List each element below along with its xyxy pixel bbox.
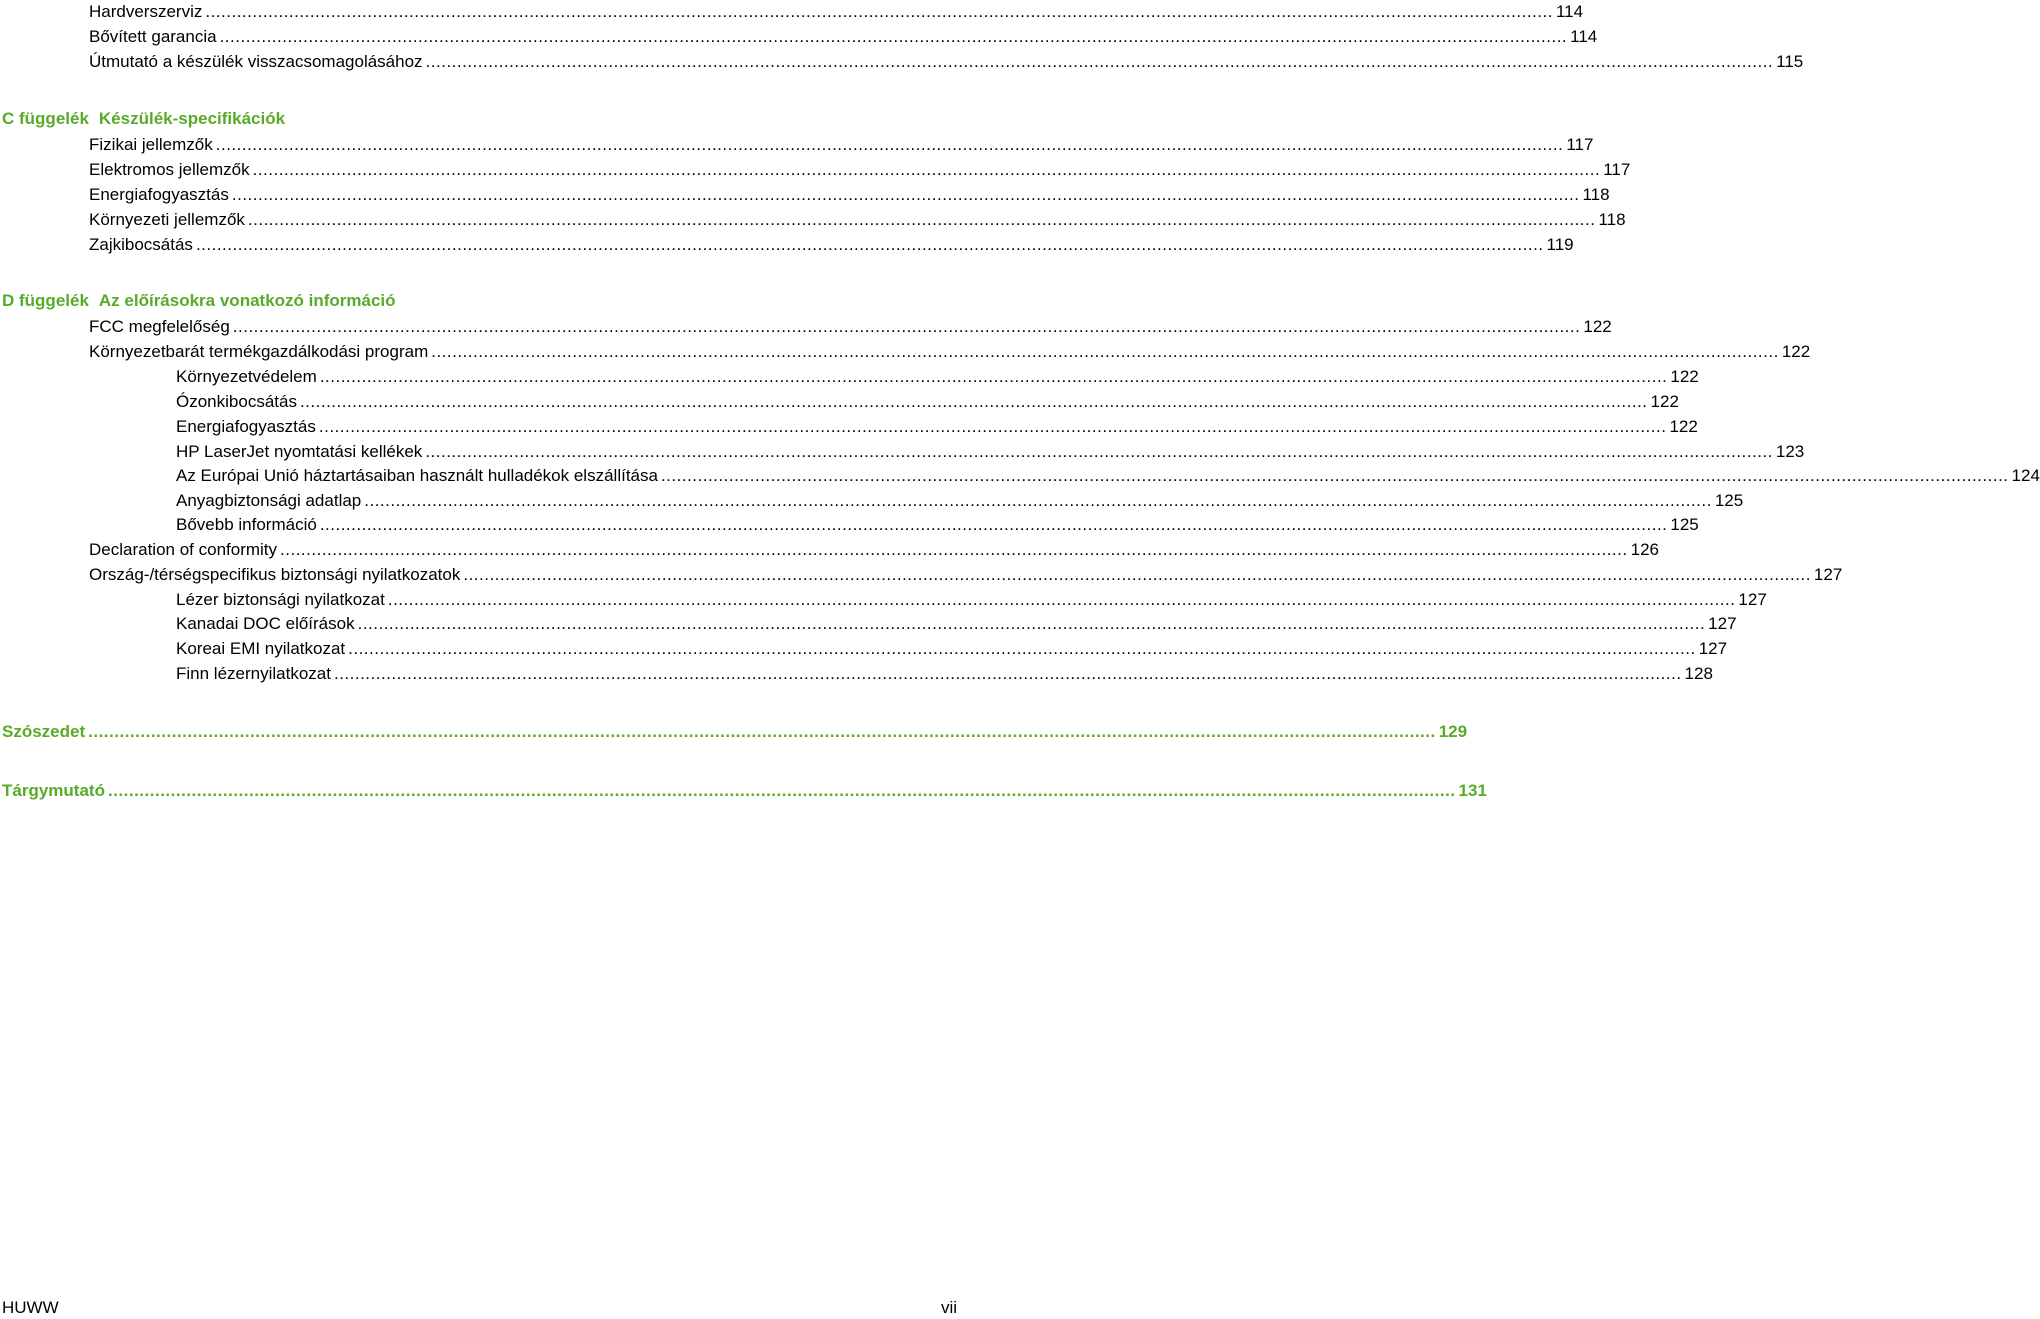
dot-leader: .................................................................................................................................................................................................................................................................. bbox=[232, 317, 1581, 336]
toc-row bbox=[0, 365, 1699, 387]
toc-entry-link[interactable] bbox=[89, 183, 1610, 205]
toc-row bbox=[0, 25, 1598, 47]
dot-leader: .................................................................................................................................................................................................................................................................. bbox=[299, 392, 1648, 411]
toc-row bbox=[0, 513, 1699, 535]
toc-page-number: 122 bbox=[1670, 367, 1699, 386]
dot-leader: .................................................................................................................................................................................................................................................................. bbox=[660, 466, 2009, 485]
toc-entry-title: Ország-/térségspecifikus biztonsági nyilatkozatok bbox=[89, 565, 461, 584]
dot-leader: .................................................................................................................................................................................................................................................................. bbox=[431, 342, 1779, 361]
toc-page-number: 118 bbox=[1598, 210, 1626, 229]
dot-leader: .................................................................................................................................................................................................................................................................. bbox=[425, 52, 1774, 71]
toc-entry-title: Ózonkibocsátás bbox=[176, 392, 297, 411]
toc-entry-link[interactable] bbox=[176, 662, 1713, 684]
toc-entry-link[interactable] bbox=[176, 637, 1728, 659]
dot-leader: .................................................................................................................................................................................................................................................................. bbox=[231, 185, 1580, 204]
dot-leader: .................................................................................................................................................................................................................................................................. bbox=[387, 590, 1736, 609]
toc-row bbox=[0, 158, 1631, 180]
toc-page-number: 123 bbox=[1775, 442, 1805, 461]
toc-row bbox=[0, 133, 1594, 155]
toc-entry-title: Tárgymutató bbox=[2, 781, 105, 800]
footer-page-number: vii bbox=[940, 1298, 957, 1317]
toc-page-number: 126 bbox=[1630, 540, 1659, 559]
toc-entry-title: Szószedet bbox=[2, 722, 86, 741]
appendix-heading[interactable] bbox=[2, 290, 396, 312]
toc-major-entry[interactable] bbox=[2, 779, 1487, 801]
toc-major-entry[interactable] bbox=[2, 720, 1468, 742]
dot-leader: .................................................................................................................................................................................................................................................................. bbox=[195, 235, 1544, 254]
toc-row bbox=[0, 340, 1811, 362]
dot-leader: .................................................................................................................................................................................................................................................................. bbox=[215, 135, 1564, 154]
toc-entry-title: FCC megfelelőség bbox=[89, 317, 230, 336]
footer-document-code: HUWW bbox=[2, 1298, 59, 1317]
toc-entry-title: Anyagbiztonsági adatlap bbox=[176, 491, 362, 510]
toc-row bbox=[0, 662, 1713, 684]
toc-page-number: 127 bbox=[1738, 590, 1767, 609]
toc-entry-title: Finn lézernyilatkozat bbox=[176, 664, 331, 683]
toc-entry-title: Bővített garancia bbox=[89, 27, 217, 46]
toc-page-number: 122 bbox=[1781, 342, 1811, 361]
toc-row bbox=[0, 563, 1843, 585]
toc-major-row bbox=[0, 720, 1468, 742]
dot-leader: .................................................................................................................................................................................................................................................................. bbox=[463, 565, 1811, 584]
appendix-prefix: C függelék bbox=[2, 109, 89, 128]
toc-row bbox=[0, 0, 1584, 22]
appendix-title: Az előírásokra vonatkozó információ bbox=[98, 291, 396, 310]
toc-entry-link[interactable] bbox=[176, 513, 1699, 535]
toc-page-number: 122 bbox=[1583, 317, 1612, 336]
toc-row bbox=[0, 588, 1767, 610]
toc-entry-link[interactable] bbox=[176, 588, 1767, 610]
toc-entry-link[interactable] bbox=[89, 208, 1626, 230]
toc-entry-link[interactable] bbox=[89, 563, 1843, 585]
toc-row bbox=[0, 233, 1574, 255]
dot-leader: .................................................................................................................................................................................................................................................................. bbox=[425, 442, 1773, 461]
appendix-heading-row bbox=[0, 290, 960, 312]
toc-row bbox=[0, 208, 1626, 230]
dot-leader: .................................................................................................................................................................................................................................................................. bbox=[205, 2, 1553, 21]
toc-entry-title: Útmutató a készülék visszacsomagolásához bbox=[89, 52, 423, 71]
toc-page-number: 125 bbox=[1714, 491, 1744, 510]
toc-entry-link[interactable] bbox=[176, 440, 1805, 462]
toc-entry-link[interactable] bbox=[89, 133, 1594, 155]
appendix-prefix: D függelék bbox=[2, 291, 89, 310]
dot-leader: .................................................................................................................................................................................................................................................................. bbox=[364, 491, 1712, 510]
dot-leader: .................................................................................................................................................................................................................................................................. bbox=[247, 210, 1596, 229]
toc-page-number: 127 bbox=[1698, 639, 1728, 658]
toc-entry-title: Koreai EMI nyilatkozat bbox=[176, 639, 346, 658]
toc-entry-title: Hardverszerviz bbox=[89, 2, 203, 21]
toc-entry-link[interactable] bbox=[89, 340, 1811, 362]
toc-entry-title: Energiafogyasztás bbox=[89, 185, 229, 204]
toc-page-number: 114 bbox=[1570, 27, 1598, 46]
dot-leader: .................................................................................................................................................................................................................................................................. bbox=[357, 614, 1706, 633]
toc-page-number: 115 bbox=[1776, 52, 1804, 71]
toc-entry-link[interactable] bbox=[89, 315, 1612, 337]
toc-page-number: 117 bbox=[1603, 160, 1631, 179]
toc-page-number: 124 bbox=[2011, 466, 2040, 485]
dot-leader: .................................................................................................................................................................................................................................................................. bbox=[319, 515, 1668, 534]
toc-page-number: 117 bbox=[1566, 135, 1594, 154]
toc-page-number: 128 bbox=[1684, 664, 1713, 683]
toc-page-number: 118 bbox=[1582, 185, 1610, 204]
dot-leader: .................................................................................................................................................................................................................................................................. bbox=[252, 160, 1601, 179]
toc-row bbox=[0, 390, 1679, 412]
toc-page-number: 127 bbox=[1813, 565, 1843, 584]
toc-entry-link[interactable] bbox=[89, 25, 1598, 47]
toc-page-number: 114 bbox=[1555, 2, 1584, 21]
dot-leader: .................................................................................................................................................................................................................................................................. bbox=[348, 639, 1696, 658]
toc-entry-title: HP LaserJet nyomtatási kellékek bbox=[176, 442, 423, 461]
toc-row bbox=[0, 183, 1610, 205]
toc-entry-title: Környezetbarát termékgazdálkodási program bbox=[89, 342, 429, 361]
toc-entry-link[interactable] bbox=[176, 415, 1698, 437]
toc-entry-title: Az Európai Unió háztartásaiban használt hulladékok elszállítása bbox=[176, 466, 658, 485]
dot-leader: .................................................................................................................................................................................................................................................................. bbox=[88, 722, 1436, 741]
dot-leader: .................................................................................................................................................................................................................................................................. bbox=[280, 540, 1628, 559]
toc-entry-title: Energiafogyasztás bbox=[176, 417, 316, 436]
toc-page-number: 125 bbox=[1670, 515, 1699, 534]
toc-entry-title: Fizikai jellemzők bbox=[89, 135, 213, 154]
toc-entry-title: Környezetvédelem bbox=[176, 367, 317, 386]
toc-entry-title: Bővebb információ bbox=[176, 515, 317, 534]
toc-entry-title: Declaration of conformity bbox=[89, 540, 278, 559]
dot-leader: .................................................................................................................................................................................................................................................................. bbox=[107, 781, 1456, 800]
toc-entry-link[interactable] bbox=[176, 489, 1744, 511]
appendix-heading[interactable] bbox=[2, 108, 285, 130]
toc-entry-title: Lézer biztonsági nyilatkozat bbox=[176, 590, 385, 609]
toc-page-number: 119 bbox=[1546, 235, 1574, 254]
toc-entry-link[interactable] bbox=[176, 464, 2040, 486]
toc-page-number: 127 bbox=[1708, 614, 1737, 633]
toc-major-row bbox=[0, 779, 1487, 801]
toc-entry-link[interactable] bbox=[89, 50, 1804, 72]
toc-row bbox=[0, 538, 1659, 560]
toc-entry-link[interactable] bbox=[89, 233, 1574, 255]
appendix-heading-row bbox=[0, 108, 960, 130]
dot-leader: .................................................................................................................................................................................................................................................................. bbox=[318, 417, 1667, 436]
toc-entry-link[interactable] bbox=[89, 538, 1659, 560]
toc-page-number: 129 bbox=[1438, 722, 1468, 741]
toc-entry-title: Zajkibocsátás bbox=[89, 235, 193, 254]
toc-entry-link[interactable] bbox=[176, 365, 1699, 387]
toc-row bbox=[0, 415, 1698, 437]
toc-page-number: 131 bbox=[1458, 781, 1487, 800]
appendix-title: Készülék-specifikációk bbox=[98, 109, 286, 128]
toc-entry-link[interactable] bbox=[176, 612, 1737, 634]
toc-row bbox=[0, 440, 1805, 462]
toc-row bbox=[0, 315, 1612, 337]
toc-entry-link[interactable] bbox=[89, 0, 1584, 22]
toc-page-number: 122 bbox=[1669, 417, 1698, 436]
toc-row bbox=[0, 489, 1744, 511]
dot-leader: .................................................................................................................................................................................................................................................................. bbox=[333, 664, 1682, 683]
dot-leader: .................................................................................................................................................................................................................................................................. bbox=[219, 27, 1568, 46]
toc-entry-link[interactable] bbox=[89, 158, 1631, 180]
toc-row bbox=[0, 464, 2040, 486]
toc-entry-title: Kanadai DOC előírások bbox=[176, 614, 355, 633]
toc-row bbox=[0, 612, 1737, 634]
toc-entry-link[interactable] bbox=[176, 390, 1679, 412]
toc-row bbox=[0, 637, 1728, 659]
toc-entry-title: Elektromos jellemzők bbox=[89, 160, 250, 179]
toc-page-number: 122 bbox=[1650, 392, 1679, 411]
toc-row bbox=[0, 50, 1804, 72]
toc-entry-title: Környezeti jellemzők bbox=[89, 210, 245, 229]
dot-leader: .................................................................................................................................................................................................................................................................. bbox=[319, 367, 1668, 386]
